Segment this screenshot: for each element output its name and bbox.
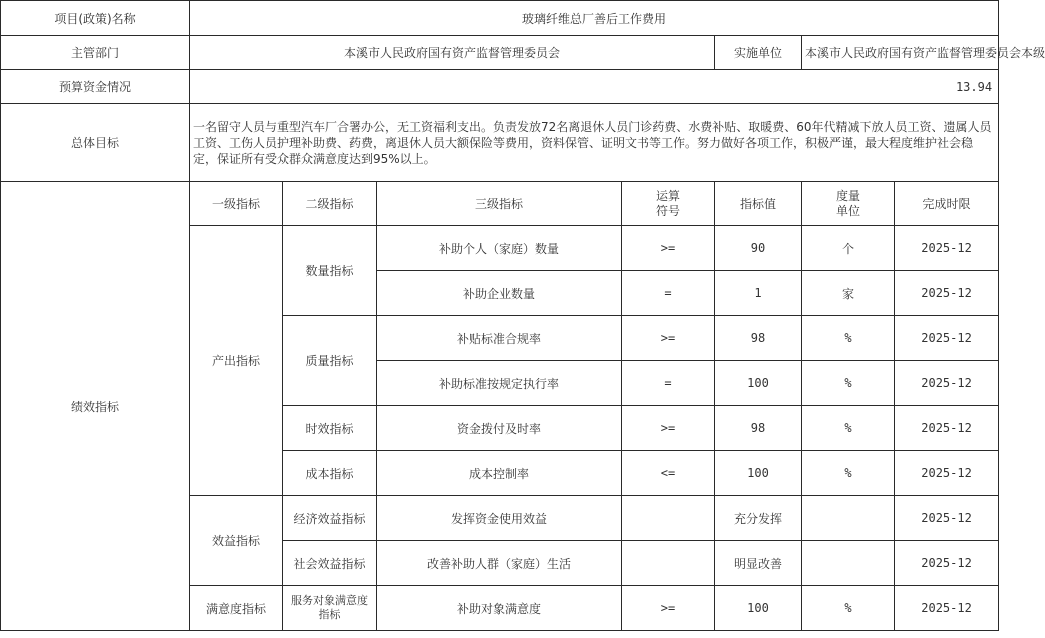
indicator-value: 90	[715, 226, 802, 271]
indicator-op: =	[622, 361, 715, 406]
indicator-name: 发挥资金使用效益	[377, 496, 622, 541]
col-deadline: 完成时限	[895, 182, 999, 226]
indicator-deadline: 2025-12	[895, 451, 999, 496]
subgroup-social: 社会效益指标	[283, 541, 377, 586]
department-row	[1, 36, 999, 70]
indicator-value: 98	[715, 406, 802, 451]
indicator-value: 100	[715, 451, 802, 496]
indicator-name: 补助个人（家庭）数量	[377, 226, 622, 271]
indicator-op: >=	[622, 586, 715, 631]
indicator-deadline: 2025-12	[895, 271, 999, 316]
indicator-value: 1	[715, 271, 802, 316]
indicator-name: 补贴标准合规率	[377, 316, 622, 361]
col-level1: 一级指标	[190, 182, 283, 226]
group-output: 产出指标	[190, 226, 283, 496]
project-name-row	[1, 1, 999, 36]
goal-text: 一名留守人员与重型汽车厂合署办公，无工资福利支出。负责发放72名离退休人员门诊药费、水费补贴、取暖费、60年代精减下放人员工资、遗属人员工资、工伤人员护理补助费、药费，离退休人员大额保险等费用，资料保管、证明文书等工作。努力做好各项工作，积极严谨，最大程度维护社会稳定，保证所有受众群众满意度达到95%以上。	[190, 104, 999, 182]
indicator-deadline: 2025-12	[895, 406, 999, 451]
col-op: 运算 符号	[622, 182, 715, 226]
col-level2: 二级指标	[283, 182, 377, 226]
indicator-value: 100	[715, 361, 802, 406]
subgroup-timeliness: 时效指标	[283, 406, 377, 451]
budget-value: 13.94	[190, 70, 999, 104]
subgroup-cost: 成本指标	[283, 451, 377, 496]
col-unit: 度量 单位	[802, 182, 895, 226]
indicator-deadline: 2025-12	[895, 316, 999, 361]
indicator-op	[622, 496, 715, 541]
impl-label: 实施单位	[715, 36, 802, 70]
indicator-deadline: 2025-12	[895, 361, 999, 406]
indicator-deadline: 2025-12	[895, 496, 999, 541]
indicator-value: 充分发挥	[715, 496, 802, 541]
subgroup-satisfaction: 服务对象满意度指标	[283, 586, 377, 631]
dept-value: 本溪市人民政府国有资产监督管理委员会	[190, 36, 715, 70]
subgroup-quality: 质量指标	[283, 316, 377, 406]
perf-header-row	[1, 182, 999, 226]
group-satisfaction: 满意度指标	[190, 586, 283, 631]
col-value: 指标值	[715, 182, 802, 226]
budget-row	[1, 70, 999, 104]
budget-label: 预算资金情况	[1, 70, 190, 104]
indicator-name: 改善补助人群（家庭）生活	[377, 541, 622, 586]
indicator-value: 100	[715, 586, 802, 631]
goal-row	[1, 104, 999, 182]
indicator-op	[622, 541, 715, 586]
subgroup-quantity: 数量指标	[283, 226, 377, 316]
project-name: 玻璃纤维总厂善后工作费用	[190, 1, 999, 36]
indicator-op: >=	[622, 316, 715, 361]
indicator-name: 补助对象满意度	[377, 586, 622, 631]
goal-label: 总体目标	[1, 104, 190, 182]
indicator-op: <=	[622, 451, 715, 496]
project-label: 项目(政策)名称	[1, 1, 190, 36]
indicator-op: >=	[622, 406, 715, 451]
indicator-name: 补助标准按规定执行率	[377, 361, 622, 406]
indicator-name: 成本控制率	[377, 451, 622, 496]
indicator-deadline: 2025-12	[895, 586, 999, 631]
indicator-deadline: 2025-12	[895, 226, 999, 271]
impl-value: 本溪市人民政府国有资产监督管理委员会本级	[802, 36, 999, 70]
indicator-unit: %	[802, 406, 895, 451]
indicator-unit: %	[802, 361, 895, 406]
indicator-unit: 个	[802, 226, 895, 271]
indicator-unit	[802, 541, 895, 586]
indicator-op: =	[622, 271, 715, 316]
indicator-unit: 家	[802, 271, 895, 316]
col-level3: 三级指标	[377, 182, 622, 226]
indicator-name: 补助企业数量	[377, 271, 622, 316]
indicator-name: 资金拨付及时率	[377, 406, 622, 451]
group-benefit: 效益指标	[190, 496, 283, 586]
indicator-deadline: 2025-12	[895, 541, 999, 586]
indicator-value: 98	[715, 316, 802, 361]
subgroup-economic: 经济效益指标	[283, 496, 377, 541]
indicator-value: 明显改善	[715, 541, 802, 586]
dept-label: 主管部门	[1, 36, 190, 70]
indicator-unit: %	[802, 316, 895, 361]
indicator-unit: %	[802, 586, 895, 631]
indicator-op: >=	[622, 226, 715, 271]
indicator-unit	[802, 496, 895, 541]
indicator-unit: %	[802, 451, 895, 496]
perf-label: 绩效指标	[1, 182, 190, 631]
